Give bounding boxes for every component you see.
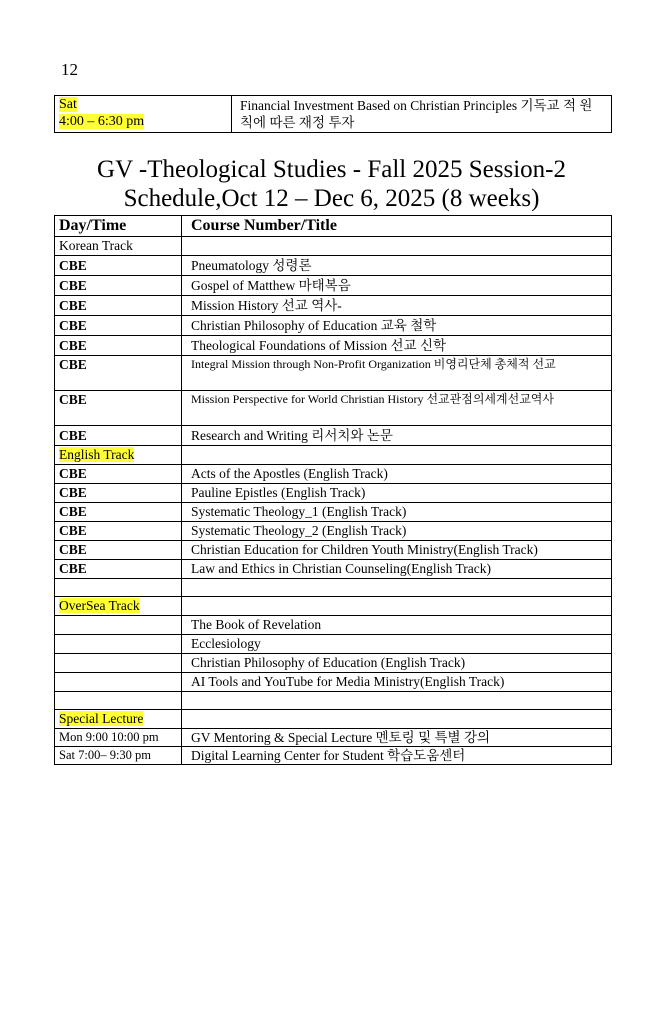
table-row <box>55 391 612 426</box>
table-row <box>55 465 612 484</box>
row-day: CBE <box>55 276 182 296</box>
row-course: Theological Foundations of Mission 선교 신학 <box>182 336 612 356</box>
table-row <box>55 256 612 276</box>
row-day: CBE <box>55 541 182 560</box>
table-row <box>55 296 612 316</box>
row-day: CBE <box>55 560 182 579</box>
row-day: CBE <box>55 296 182 316</box>
row-course: Gospel of Matthew 마태복음 <box>182 276 612 296</box>
table-row <box>55 541 612 560</box>
row-course: Pauline Epistles (English Track) <box>182 484 612 503</box>
row-day: Sat 7:00– 9:30 pm <box>55 747 182 765</box>
page-number: 12 <box>61 60 78 79</box>
row-course: Research and Writing 리서치와 논문 <box>182 426 612 446</box>
row-course: Integral Mission through Non-Profit Organization 비영리단체 총체적 선교 <box>182 356 612 391</box>
korean-track-row <box>55 237 612 256</box>
table-row <box>55 747 612 765</box>
row-course: GV Mentoring & Special Lecture 멘토링 및 특별 강의 <box>182 729 612 747</box>
english-track-label: English Track <box>59 447 135 462</box>
row-course: Christian Philosophy of Education (English Track) <box>182 654 612 673</box>
top-schedule-table <box>54 95 612 133</box>
oversea-track-label: OverSea Track <box>59 598 140 613</box>
table-row <box>55 484 612 503</box>
top-schedule-day: Sat <box>59 97 77 112</box>
row-course: Digital Learning Center for Student 학습도움센터 <box>182 747 612 765</box>
row-course: Pneumatology 성령론 <box>182 256 612 276</box>
header-course: Course Number/Title <box>182 216 612 237</box>
row-day <box>55 654 182 673</box>
english-track-row <box>55 446 612 465</box>
table-row <box>55 635 612 654</box>
row-day: Mon 9:00 10:00 pm <box>55 729 182 747</box>
row-course: Christian Philosophy of Education 교육 철학 <box>182 316 612 336</box>
row-day: CBE <box>55 484 182 503</box>
row-day: CBE <box>55 391 182 426</box>
table-row <box>55 316 612 336</box>
title-line-2: Schedule,Oct 12 – Dec 6, 2025 (8 weeks) <box>123 185 540 212</box>
row-day <box>55 635 182 654</box>
schedule-table <box>54 215 612 765</box>
top-schedule-day-time <box>55 96 232 133</box>
top-schedule-time: 4:00 – 6:30 pm <box>59 114 145 129</box>
top-schedule-course: Financial Investment Based on Christian Principles 기독교 적 원칙에 따른 재정 투자 <box>232 96 612 133</box>
row-day <box>55 616 182 635</box>
row-course: Acts of the Apostles (English Track) <box>182 465 612 484</box>
row-course: Mission Perspective for World Christian History 선교관점의세계선교역사 <box>182 391 612 426</box>
row-course: Ecclesiology <box>182 635 612 654</box>
special-lecture-label: Special Lecture <box>59 711 144 726</box>
table-row <box>55 729 612 747</box>
row-course: Systematic Theology_1 (English Track) <box>182 503 612 522</box>
table-row <box>55 673 612 692</box>
row-day: CBE <box>55 426 182 446</box>
table-row <box>55 522 612 541</box>
title-line-1: GV -Theological Studies - Fall 2025 Session-2 <box>97 156 566 183</box>
row-day: CBE <box>55 503 182 522</box>
table-row <box>55 503 612 522</box>
row-day: CBE <box>55 256 182 276</box>
row-course: The Book of Revelation <box>182 616 612 635</box>
row-course: Law and Ethics in Christian Counseling(English Track) <box>182 560 612 579</box>
row-day: CBE <box>55 356 182 391</box>
row-day: CBE <box>55 465 182 484</box>
top-schedule-row <box>55 96 612 133</box>
row-course: Christian Education for Children Youth Ministry(English Track) <box>182 541 612 560</box>
blank-row <box>55 579 612 597</box>
row-day <box>55 673 182 692</box>
table-row <box>55 560 612 579</box>
korean-track-label: Korean Track <box>55 237 182 256</box>
header-day-time: Day/Time <box>55 216 182 237</box>
table-row <box>55 356 612 391</box>
row-day: CBE <box>55 316 182 336</box>
row-day: CBE <box>55 522 182 541</box>
table-row <box>55 616 612 635</box>
special-lecture-row <box>55 710 612 729</box>
oversea-track-row <box>55 597 612 616</box>
table-row <box>55 426 612 446</box>
page-title <box>0 155 663 213</box>
row-course: Systematic Theology_2 (English Track) <box>182 522 612 541</box>
table-row <box>55 654 612 673</box>
row-day: CBE <box>55 336 182 356</box>
row-course: AI Tools and YouTube for Media Ministry(English Track) <box>182 673 612 692</box>
table-row <box>55 336 612 356</box>
table-header-row <box>55 216 612 237</box>
blank-row <box>55 692 612 710</box>
row-course: Mission History 선교 역사- <box>182 296 612 316</box>
table-row <box>55 276 612 296</box>
